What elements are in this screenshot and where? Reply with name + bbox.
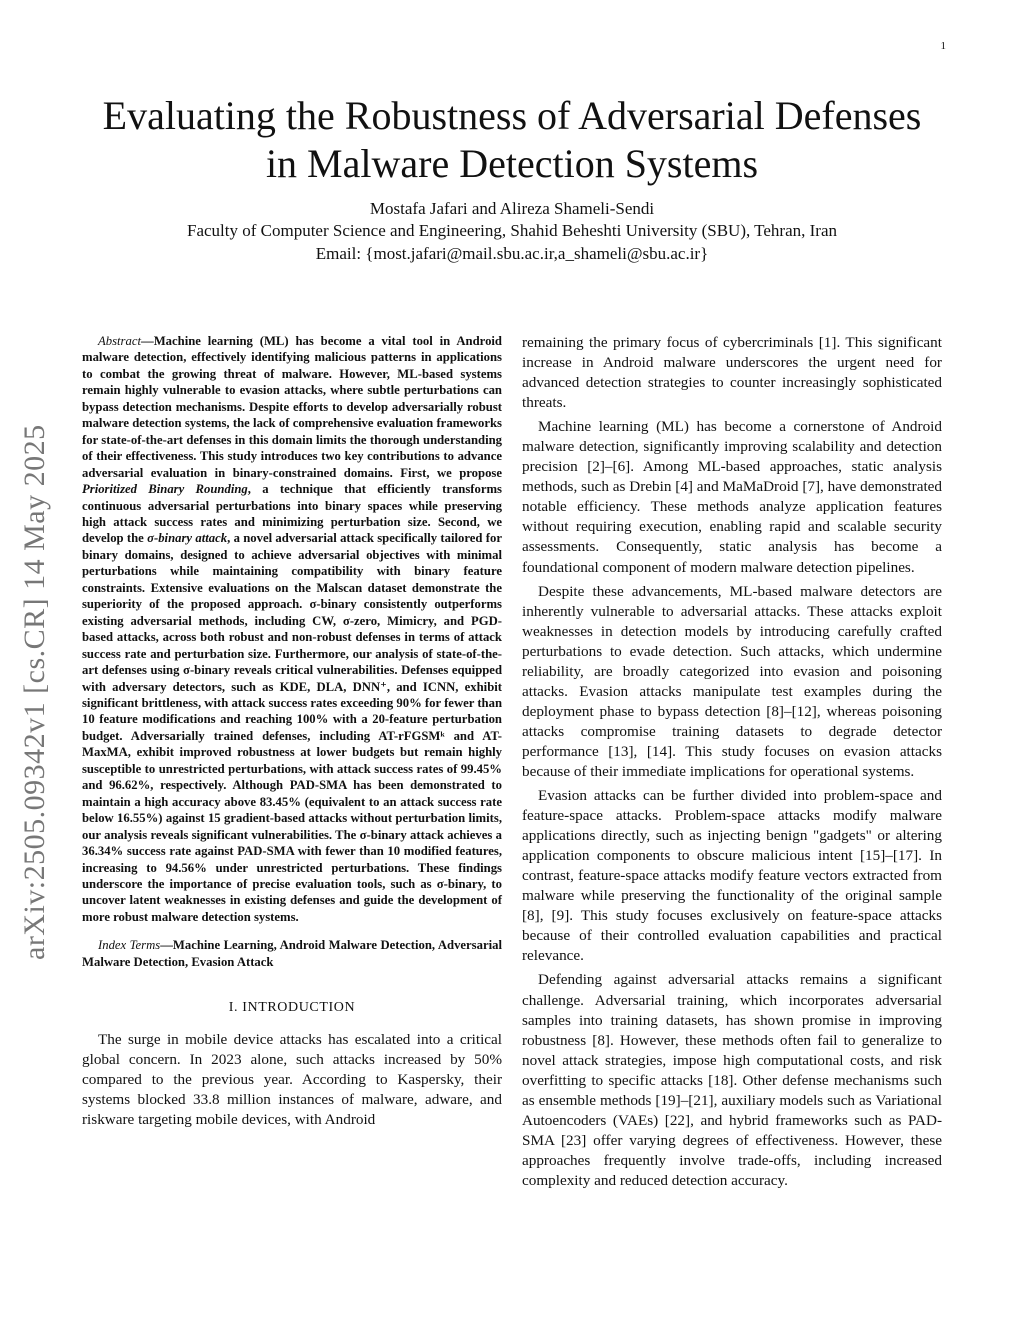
- index-terms-text: —Machine Learning, Android Malware Detection, Adversarial Malware Detection, Evasion Attack: [82, 938, 502, 969]
- section-heading-introduction: I. INTRODUCTION: [228, 1000, 356, 1016]
- affiliation: Faculty of Computer Science and Engineering, Shahid Beheshti University (SBU), Tehran, Iran: [186, 221, 838, 240]
- index-terms-label: Index Terms: [98, 938, 161, 953]
- title-line-1: Evaluating the Robustness of Adversarial Defenses: [102, 93, 922, 138]
- body-paragraph-4: Evasion attacks can be further divided into problem-space and feature-space attacks. Problem-space attacks modify malware applications directly, such as injecting benign "gadgets" or altering application components to obscure malicious intent [15]–[17]. In contrast, feature-space attacks modify feature vectors extracted from malware while preserving the functionality of the original sample [8], [9]. This study focuses exclusively on feature-space attacks because of their controlled evaluation capabilities and practical relevance.: [522, 787, 942, 965]
- abstract-emphasis-2: σ-binary attack: [147, 531, 228, 546]
- body-paragraph-1: remaining the primary focus of cybercriminals [1]. This significant increase in Android malware underscores the urgent need for advanced detection strategies to counter increasingly sophisticated threats.: [522, 334, 942, 412]
- abstract-emphasis-1: Prioritized Binary Rounding: [82, 482, 248, 497]
- right-column: [522, 333, 942, 1195]
- body-paragraph-2: Machine learning (ML) has become a cornerstone of Android malware detection, significantly improving scalability and detection precision [2]–[6]. Among ML-based approaches, static analysis methods, such as Drebin [4] and MaMaDroid [7], have demonstrated notable efficiency. These methods analyze application features without requiring execution, enabling rapid and scalable security assessments. Consequently, static analysis has become a foundational component of modern malware detection pipelines.: [522, 418, 942, 576]
- left-column: [82, 333, 502, 1130]
- arxiv-identifier: arXiv:2505.09342v1 [cs.CR] 14 May 2025: [18, 424, 51, 960]
- abstract: [82, 333, 502, 925]
- email: Email: {most.jafari@mail.sbu.ac.ir,a_shameli@sbu.ac.ir}: [315, 244, 709, 263]
- abstract-text-3: , a novel adversarial attack specifically tailored for binary domains, designed to achieve adversarial objectives with minimal perturbations while maintaining compatibility with binary feature constraints. Extensive evaluations on the Malscan dataset demonstrate the superiority of the proposed approach. σ-binary consistently outperforms existing adversarial methods, including CW, σ-zero, Mimicry, and PGD-based attacks, across both robust and non-robust defenses in terms of attack success rate and perturbation size. Furthermore, our analysis of state-of-the-art defenses using σ-binary reveals critical vulnerabilities. Defenses equipped with adversary detectors, such as KDE, DLA, DNN⁺, and ICNN, exhibit significant brittleness, with attack success rates exceeding 90% for fewer than 10 feature modifications and reaching 100% with a 20-feature perturbation budget. Adversarially trained defenses, including AT-rFGSMᵏ and AT-MaxMA, exhibit improved robustness at lower budgets but remain highly susceptible to unrestricted perturbations, with attack success rates of 99.45% and 96.62%, respectively. Although PAD-SMA has been demonstrated to maintain a high accuracy above 83.45% (equivalent to an attack success rate below 16.55%) against 15 gradient-based attacks without perturbation limits, our analysis reveals significant vulnerabilities. The σ-binary attack achieves a 36.34% success rate against PAD-SMA with fewer than 10 modified features, increasing to 94.56% under unrestricted perturbations. These findings underscore the importance of precise evaluation tools, such as σ-binary, to uncover latent weaknesses in existing defenses and guide the development of more robust malware detection systems.: [82, 531, 502, 924]
- abstract-label: Abstract: [98, 334, 141, 348]
- index-terms: [82, 937, 502, 970]
- title-line-2: in Malware Detection Systems: [265, 141, 759, 186]
- paper-title: [60, 92, 964, 188]
- page-number: 1: [940, 40, 946, 52]
- intro-paragraph: The surge in mobile device attacks has escalated into a critical global concern. In 2023 alone, such attacks increased by 50% compared to the previous year. According to Kaspersky, their systems blocked 33.8 million instances of malware, adware, and riskware targeting mobile devices, with Android: [82, 1031, 502, 1129]
- authors: Mostafa Jafari and Alireza Shameli-Sendi: [369, 199, 655, 218]
- body-paragraph-5: Defending against adversarial attacks remains a significant challenge. Adversarial training, which incorporates adversarial samples into training datasets, has shown promise in improving robustness [8]. However, these methods often fail to generalize to novel attack strategies, impose high computational costs, and risk overfitting to specific attacks [18]. Other defense mechanisms such as ensemble methods [19]–[21], auxiliary models such as Variational Autoencoders (VAEs) [22], and hybrid frameworks such as PAD-SMA [23] offer varying degrees of effectiveness. However, these approaches frequently involve trade-offs, including increased complexity and reduced detection accuracy.: [522, 971, 942, 1189]
- body-paragraph-3: Despite these advancements, ML-based malware detectors are inherently vulnerable to adversarial attacks. These attacks exploit weaknesses in detection models by introducing carefully crafted perturbations to evade detection. Such attacks, which undermine reliability, are broadly categorized into evasion and poisoning attacks. Evasion attacks manipulate test examples during the deployment phase to bypass detection [8]–[12], whereas poisoning attacks compromise training datasets to degrade detector performance [13], [14]. This study focuses on evasion attacks because of their immediate implications for operational systems.: [522, 582, 942, 780]
- abstract-text-1: —Machine learning (ML) has become a vital tool in Android malware detection, effectively identifying malicious patterns in applications to combat the growing threat of malware. However, ML-based systems remain highly vulnerable to evasion attacks, where subtle perturbations can bypass detection mechanisms. Despite efforts to develop adversarially robust malware detection systems, the lack of comprehensive evaluation frameworks for state-of-the-art defenses in this domain limits the thorough understanding of their effectiveness. This study introduces two key contributions to advance adversarial evaluation in binary-constrained domains. First, we propose: [82, 334, 502, 480]
- abstract-text-2: , a technique that efficiently transforms continuous adversarial perturbations into binary spaces while preserving high attack success rates and minimizing perturbation size. Second, we develop the: [82, 482, 502, 546]
